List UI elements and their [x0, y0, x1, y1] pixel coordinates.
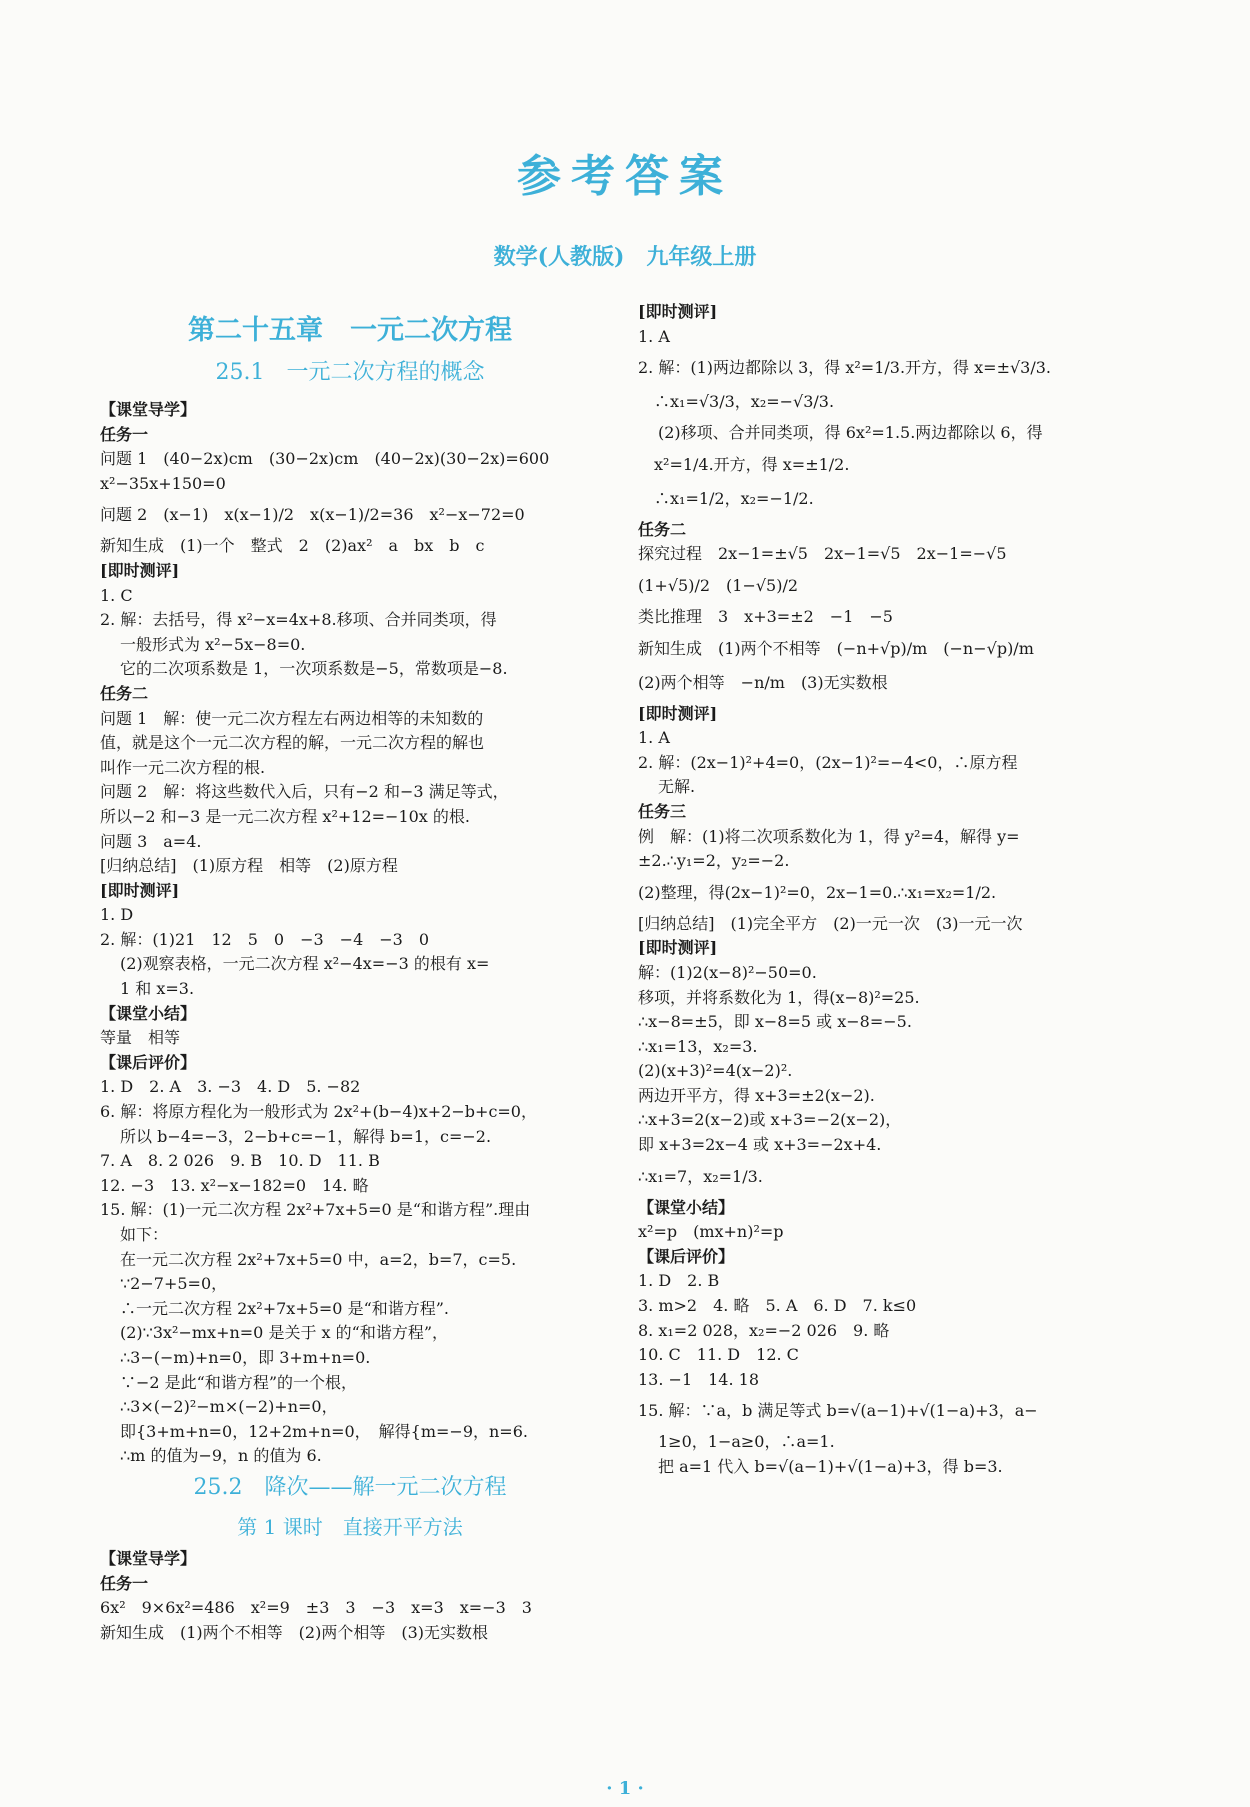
answer-line: 在一元二次方程 2x²+7x+5=0 中，a=2，b=7，c=5.	[120, 1249, 517, 1269]
answer-line: 即 x+3=2x−4 或 x+3=−2x+4.	[638, 1135, 882, 1155]
answer-line: x²−35x+150=0	[100, 473, 226, 493]
answer-line: ∵2−7+5=0，	[120, 1274, 228, 1294]
subheading: 【课堂小结】	[638, 1197, 735, 1217]
subheading: 任务二	[100, 683, 149, 703]
answer-line: 2. 解：(2x−1)²+4=0，(2x−1)²=−4<0，∴原方程	[638, 752, 1018, 772]
answer-line: (2)移项、合并同类项，得 6x²=1.5.两边都除以 6，得	[658, 423, 1043, 443]
answer-line: ∴一元二次方程 2x²+7x+5=0 是“和谐方程”.	[120, 1298, 450, 1318]
answer-line: 所以 b−4=−3，2−b+c=−1，解得 b=1，c=−2.	[120, 1126, 492, 1146]
answer-line: 问题 1 解：使一元二次方程左右两边相等的未知数的	[100, 708, 484, 728]
answer-line: 2. 解：(1)两边都除以 3，得 x²=1/3.开方，得 x=±√3/3.	[638, 358, 1052, 378]
answer-line: 1. A	[638, 728, 670, 748]
answer-line: (1+√5)/2 (1−√5)/2	[638, 575, 799, 595]
answer-line: 6x² 9×6x²=486 x²=9 ±3 3 −3 x=3 x=−3 3	[100, 1598, 532, 1618]
subheading: [即时测评]	[100, 880, 180, 900]
subheading: [即时测评]	[638, 938, 718, 958]
answer-line: 它的二次项系数是 1，一次项系数是−5，常数项是−8.	[120, 659, 508, 679]
subheading: [即时测评]	[100, 560, 180, 580]
subheading: 【课堂小结】	[100, 1003, 197, 1023]
subheading: 【课堂导学】	[100, 400, 197, 419]
answer-line: 类比推理 3 x+3=±2 −1 −5	[638, 606, 893, 626]
answer-line: 所以−2 和−3 是一元二次方程 x²+12=−10x 的根.	[100, 806, 471, 826]
answer-line: 即{3+m+n=0，12+2m+n=0， 解得{m=−9，n=6.	[120, 1421, 528, 1441]
answer-line: 3. m>2 4. 略 5. A 6. D 7. k≤0	[638, 1296, 917, 1316]
section-heading: 25.1 一元二次方程的概念	[215, 360, 485, 385]
answer-line: (2)∵3x²−mx+n=0 是关于 x 的“和谐方程”，	[120, 1323, 449, 1343]
answer-line: (2)(x+3)²=4(x−2)².	[638, 1061, 793, 1081]
answer-line: [归纳总结] (1)完全平方 (2)一元一次 (3)一元一次	[638, 913, 1023, 933]
answer-line: ∴x₁=13，x₂=3.	[638, 1036, 758, 1056]
answer-line: 叫作一元二次方程的根.	[100, 757, 266, 777]
answer-line: (2)观察表格，一元二次方程 x²−4x=−3 的根有 x=	[120, 954, 490, 974]
page-number: · 1 ·	[606, 1778, 644, 1799]
answer-line: 6. 解：将原方程化为一般形式为 2x²+(b−4)x+2−b+c=0，	[100, 1102, 537, 1122]
answer-line: (2)两个相等 −n/m (3)无实数根	[638, 672, 888, 692]
answer-line: 问题 2 解：将这些数代入后，只有−2 和−3 满足等式，	[100, 782, 509, 802]
answer-line: 新知生成 (1)一个 整式 2 (2)ax² a bx b c	[100, 536, 485, 556]
answer-line: ∴x₁=1/2，x₂=−1/2.	[638, 488, 814, 508]
answer-line: 2. 解：(1)21 12 5 0 −3 −4 −3 0	[100, 929, 430, 949]
answer-line: 1. D 2. A 3. −3 4. D 5. −82	[100, 1077, 361, 1097]
answer-line: 等量 相等	[100, 1028, 181, 1048]
subheading: [即时测评]	[638, 302, 718, 321]
subheading: 【课后评价】	[638, 1246, 735, 1266]
subheading: 任务一	[100, 424, 149, 444]
answer-line: x²=1/4.开方，得 x=±1/2.	[638, 454, 850, 474]
section-heading: 25.2 降次——解一元二次方程	[193, 1474, 507, 1500]
subheading: [即时测评]	[638, 703, 718, 723]
answer-line: ∴x₁=7，x₂=1/3.	[638, 1166, 763, 1186]
answer-line: 1≥0，1−a≥0，∴a=1.	[658, 1432, 835, 1452]
answer-line: 2. 解：去括号，得 x²−x=4x+8.移项、合并同类项，得	[100, 610, 497, 630]
answer-line: 问题 3 a=4.	[100, 831, 202, 851]
answer-line: 把 a=1 代入 b=√(a−1)+√(1−a)+3，得 b=3.	[658, 1457, 1003, 1476]
answer-line: 两边开平方，得 x+3=±2(x−2).	[638, 1085, 875, 1105]
answer-line: ∴x₁=√3/3，x₂=−√3/3.	[638, 392, 835, 412]
answer-line: 问题 2 (x−1) x(x−1)/2 x(x−1)/2=36 x²−x−72=0	[100, 505, 525, 525]
answer-line: 15. 解：∵a，b 满足等式 b=√(a−1)+√(1−a)+3，a−	[638, 1401, 1038, 1421]
answer-line: 一般形式为 x²−5x−8=0.	[120, 634, 306, 654]
left-column	[100, 300, 600, 1645]
lesson-heading: 第 1 课时 直接开平方法	[237, 1514, 463, 1539]
subheading: 任务一	[100, 1573, 149, 1593]
answer-line: 如下：	[120, 1225, 169, 1244]
answer-line: ∴3×(−2)²−m×(−2)+n=0，	[120, 1397, 338, 1417]
answer-line: 新知生成 (1)两个不相等 (2)两个相等 (3)无实数根	[100, 1622, 488, 1642]
answer-line: x²=p (mx+n)²=p	[638, 1222, 784, 1242]
answer-line: 值，就是这个一元二次方程的解，一元二次方程的解也	[100, 733, 485, 753]
answer-line: ∴x+3=2(x−2)或 x+3=−2(x−2)，	[638, 1110, 902, 1130]
answer-line: 1 和 x=3.	[120, 979, 195, 999]
answer-line: [归纳总结] (1)原方程 相等 (2)原方程	[100, 856, 398, 876]
subheading: 任务二	[638, 519, 687, 539]
answer-line: 8. x₁=2 028，x₂=−2 026 9. 略	[638, 1320, 890, 1340]
chapter-heading: 第二十五章 一元二次方程	[188, 315, 512, 346]
answer-line: 问题 1 (40−2x)cm (30−2x)cm (40−2x)(30−2x)=600	[100, 449, 550, 469]
answer-line: 15. 解：(1)一元二次方程 2x²+7x+5=0 是“和谐方程”.理由	[100, 1200, 531, 1220]
answer-line: 12. −3 13. x²−x−182=0 14. 略	[100, 1175, 369, 1195]
subheading: 【课堂导学】	[100, 1548, 197, 1568]
subheading: 任务三	[638, 801, 687, 821]
right-column	[638, 300, 1138, 1480]
answer-line: 1. D	[100, 905, 134, 925]
answer-line: ∵−2 是此“和谐方程”的一个根，	[120, 1372, 358, 1392]
answer-line: 移项，并将系数化为 1，得(x−8)²=25.	[638, 987, 920, 1007]
answer-line: ∴3−(−m)+n=0，即 3+m+n=0.	[120, 1347, 371, 1367]
answer-line: 新知生成 (1)两个不相等 (−n+√p)/m (−n−√p)/m	[638, 638, 1034, 658]
answer-line: ∴x−8=±5，即 x−8=5 或 x−8=−5.	[638, 1012, 912, 1032]
answer-line: 13. −1 14. 18	[638, 1369, 760, 1389]
answer-line: 解：(1)2(x−8)²−50=0.	[638, 962, 817, 982]
answer-line: 例 解：(1)将二次项系数化为 1，得 y²=4，解得 y=	[638, 826, 1020, 846]
answer-line: ∴m 的值为−9，n 的值为 6.	[120, 1446, 322, 1466]
page-subtitle: 数学(人教版) 九年级上册	[493, 244, 757, 270]
answer-line: ±2.∴y₁=2，y₂=−2.	[638, 851, 790, 871]
subheading: 【课后评价】	[100, 1052, 197, 1072]
answer-line: 7. A 8. 2 026 9. B 10. D 11. B	[100, 1151, 380, 1171]
answer-line: 探究过程 2x−1=±√5 2x−1=√5 2x−1=−√5	[638, 544, 1007, 564]
answer-line: 1. A	[638, 326, 670, 346]
answer-line: (2)整理，得(2x−1)²=0，2x−1=0.∴x₁=x₂=1/2.	[638, 882, 997, 902]
answer-line: 1. D 2. B	[638, 1271, 720, 1291]
answer-line: 1. C	[100, 585, 133, 605]
answer-line: 10. C 11. D 12. C	[638, 1345, 799, 1365]
answer-line: 无解.	[658, 777, 696, 797]
page-title: 参考答案	[517, 151, 733, 202]
